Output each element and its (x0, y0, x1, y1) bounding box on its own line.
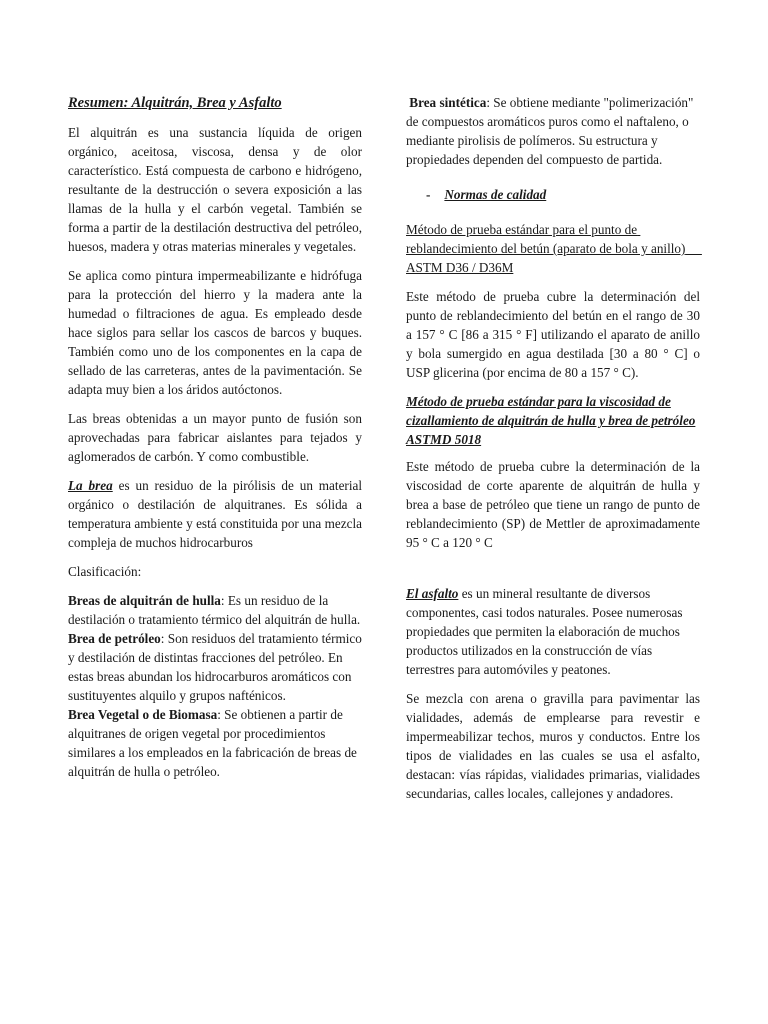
paragraph-asfalto-uses: Se mezcla con arena o gravilla para pavimentar las vialidades, además de emplearse para revestir e impermeabilizar techos, muros y conductos. Entre los tipos de vialidades en las cuales se usa el asfalto, destacan: vías rápidas, vialidades primarias, vialidades secundarias, calles locales, callejones y andadores. (406, 691, 700, 801)
spacer (406, 562, 700, 584)
paragraph-alquitran-definition: El alquitrán es una sustancia líquida de origen orgánico, aceitosa, viscosa, densa y de olor característico. Está compuesta de carbono e hidrógeno, resultante de la destrucción o severa exposición a las llamas de la hulla y el carbón vegetal. También se forma a partir de la destilación destructiva del petróleo, huesos, madera y otras materias minerales y vegetales. (68, 125, 362, 254)
clasif-term-sintetica: Brea sintética (409, 95, 487, 110)
clasif-term-petroleo: Brea de petróleo (68, 631, 161, 646)
clasif-term-vegetal: Brea Vegetal o de Biomasa (68, 707, 218, 722)
clasif-item-petroleo (68, 629, 362, 705)
standard-d5018-body: Este método de prueba cubre la determinación de la viscosidad de corte aparente de alquitrán de hulla y brea a base de petróleo que tiene un rango de punto de reblandecimiento (SP) de Mettler de aproximadamente 95 ° C a 120 ° C (406, 459, 700, 550)
paragraph-asfalto-definition (406, 584, 700, 679)
standard-d36-title: Método de prueba estándar para el punto de reblandecimiento del betún (aparato de bola y anillo) ASTM D36 / D36M (406, 222, 702, 275)
brea-text: es un residuo de la pirólisis de un material orgánico o destilación de alquitranes. Es sólida a temperatura ambiente y está constituida por una mezcla compleja de muchos hidrocarburos (68, 478, 362, 550)
asfalto-term: El asfalto (406, 586, 459, 601)
clasif-text-hulla: : Es un residuo de la destilación o tratamiento térmico del alquitrán de hulla. (68, 593, 361, 627)
clasificacion-list (68, 591, 362, 781)
clasif-text-sintetica: : Se obtiene mediante "polimerización" de compuestos aromáticos puros como el naftaleno, o mediante pirolisis de polímeros. Su estructura y propiedades dependen del compuesto de partida. (406, 95, 694, 167)
clasif-item-sintetica (406, 93, 700, 169)
normas-label: Normas de calidad (444, 187, 547, 202)
left-column (68, 94, 362, 781)
clasif-text-vegetal: : Se obtienen a partir de alquitranes de origen vegetal por procedimientos similares a los empleados en la fabricación de breas de alquitrán de hulla o petróleo. (68, 707, 357, 779)
paragraph-alquitran-uses: Se aplica como pintura impermeabilizante e hidrófuga para la protección del hierro y la madera ante la humedad o filtraciones de agua. Es empleado desde hace siglos para sellar los cascos de barcos y buques. También como uno de los componentes en la capa de sellado de las carreteras, antes de la pavimentación. Se adapta muy bien a los áridos autóctonos. (68, 268, 362, 397)
clasificacion-heading: Clasificación: (68, 564, 142, 579)
clasif-term-hulla: Breas de alquitrán de hulla (68, 593, 221, 608)
standard-d5018-title: Método de prueba estándar para la viscosidad de cizallamiento de alquitrán de hulla y brea de petróleo ASTMD 5018 (406, 394, 696, 447)
paragraph-breas-fusion: Las breas obtenidas a un mayor punto de fusión son aprovechadas para fabricar aislantes para tejados y aglomerados de carbón. Y como combustible. (68, 411, 362, 464)
clasif-item-vegetal (68, 705, 362, 781)
right-column (406, 93, 700, 813)
bullet-dash: - (426, 187, 431, 202)
asfalto-text: es un mineral resultante de diversos componentes, casi todos naturales. Posee numerosas propiedades que permiten la elaboración de muchos productos utilizados en la construcción de vías terrestres para automóviles y peatones. (406, 586, 683, 677)
paragraph-brea-definition (68, 476, 362, 552)
clasif-item-hulla (68, 591, 362, 629)
document-title: Resumen: Alquitrán, Brea y Asfalto (68, 95, 282, 111)
standard-d36-body: Este método de prueba cubre la determinación del punto de reblandecimiento del betún en el rango de 30 a 157 ° C [86 a 315 ° F] utilizando el aparato de anillo y bola sumergido en agua destilada [30 a 80 ° C] o USP glicerina (por encima de 80 a 157 ° C). (406, 289, 700, 380)
clasif-text-petroleo: : Son residuos del tratamiento térmico y destilación de distintas fracciones del petróleo. En estas breas abundan los hidrocarburos aromáticos con sustituyentes alquilo y grupos nafténicos. (68, 631, 362, 703)
brea-term: La brea (68, 478, 113, 493)
normas-heading (426, 185, 700, 204)
